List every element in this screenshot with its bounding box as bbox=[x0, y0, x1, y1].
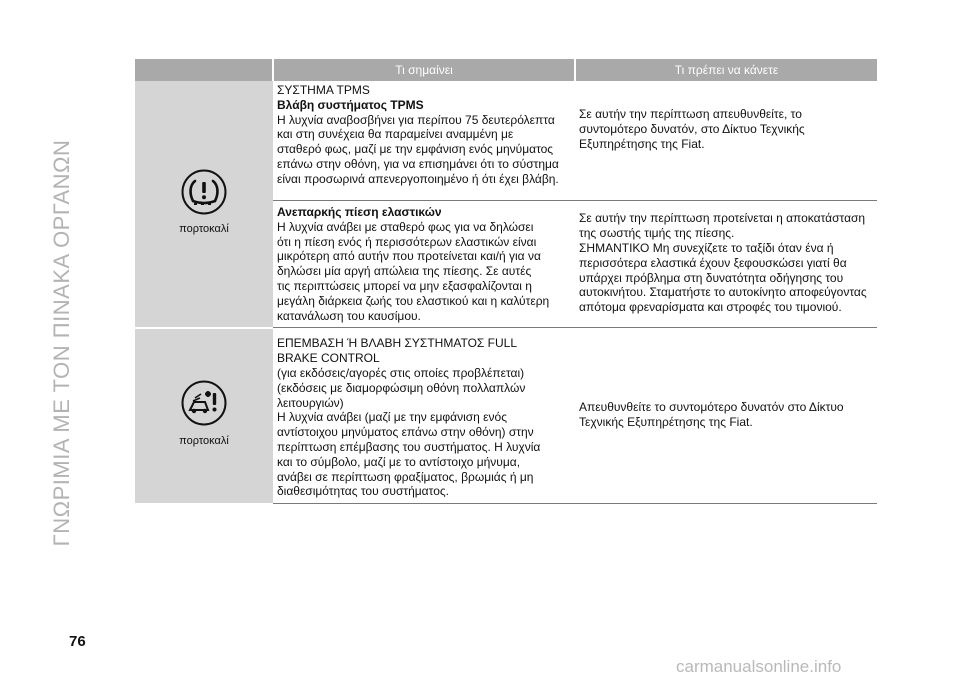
desc-line: τις περιπτώσεις μπορεί να μην εξασφαλίζονται η bbox=[277, 278, 532, 293]
desc-line: είναι προσωρινά απενεργοποιημένο ή ότι έχει βλάβη. bbox=[277, 171, 559, 186]
action-cell bbox=[575, 81, 877, 201]
action-line: ΣΗΜΑΝΤΙΚΟ Μη συνεχίζετε το ταξίδι όταν ένα ή bbox=[579, 240, 834, 255]
tpms-warning-icon bbox=[181, 169, 227, 215]
header-action: Τι πρέπει να κάνετε bbox=[575, 59, 877, 81]
desc-line: κατανάλωση του καυσίμου. bbox=[277, 308, 421, 323]
meaning-cell bbox=[273, 201, 575, 328]
desc-line: ΕΠΕΜΒΑΣΗ Ή ΒΛΑΒΗ ΣΥΣΤΗΜΑΤΟΣ FULL bbox=[277, 336, 517, 351]
action-line: απότομα φρεναρίσματα και στροφές του τιμονιού. bbox=[579, 300, 842, 315]
action-line: περισσότερα ελαστικά έχουν ξεφουσκώσει γιατί θα bbox=[579, 255, 847, 270]
icon-cell-brake-control bbox=[135, 328, 273, 504]
table-header-row bbox=[135, 59, 877, 81]
desc-line: (για εκδόσεις/αγορές στις οποίες προβλέπεται) bbox=[277, 365, 525, 380]
action-cell bbox=[575, 328, 877, 504]
desc-line: επάνω στην οθόνη, για να επισημάνει ότι το σύστημα bbox=[277, 156, 559, 171]
action-line: της σωστής τιμής της πίεσης. bbox=[579, 226, 735, 241]
desc-line: BRAKE CONTROL bbox=[277, 351, 380, 366]
meaning-cell bbox=[273, 328, 575, 504]
desc-line: Η λυχνία ανάβει με σταθερό φως για να δηλώσει bbox=[277, 219, 534, 234]
desc-heading: Βλάβη συστήματος TPMS bbox=[277, 97, 424, 112]
action-line: Απευθυνθείτε το συντομότερο δυνατόν στο Δίκτυο bbox=[579, 399, 844, 414]
desc-line: και το σύμβολο, μαζί με το αντίστοιχο μήνυμα, bbox=[277, 454, 521, 469]
desc-line: περίπτωση επέμβασης του συστήματος. Η λυχνία bbox=[277, 439, 541, 454]
desc-line: ανάβει σε περίπτωση φραξίματος, βρωμιάς ή μη bbox=[277, 469, 534, 484]
brake-control-warning-icon bbox=[181, 380, 227, 426]
desc-line: και στη συνέχεια θα παραμείνει αναμμένη με bbox=[277, 127, 514, 142]
action-line: υπάρχει πρόβλημα στη δυνατότητα οδήγησης του bbox=[579, 270, 844, 285]
desc-line: ΣΥΣΤΗΜΑ TPMS bbox=[277, 83, 370, 97]
section-title-vertical: ΓΝΩΡΙΜΙΑ ΜΕ ΤΟΝ ΠΙΝΑΚΑ ΟΡΓΑΝΩΝ bbox=[49, 139, 74, 547]
header-meaning: Τι σημαίνει bbox=[273, 59, 575, 81]
action-cell bbox=[575, 201, 877, 328]
footer-watermark: carmanualsonline.info bbox=[676, 657, 842, 676]
desc-line: δηλώσει μία αργή απώλεια της πίεσης. Σε αυτές bbox=[277, 264, 532, 279]
action-line: αυτοκινήτου. Σταματήστε το αυτοκίνητο αποφεύγοντας bbox=[579, 285, 867, 300]
warning-lights-table bbox=[135, 59, 877, 505]
action-line: Σε αυτήν την περίπτωση απευθυνθείτε, το bbox=[579, 107, 802, 121]
desc-line: λειτουργιών) bbox=[277, 395, 344, 410]
desc-line: (εκδόσεις με διαμορφώσιμη οθόνη πολλαπλών bbox=[277, 380, 526, 395]
action-line: Εξυπηρέτησης της Fiat. bbox=[579, 136, 705, 151]
action-line: Τεχνικής Εξυπηρέτησης της Fiat. bbox=[579, 414, 753, 429]
desc-line: Η λυχνία αναβοσβήνει για περίπου 75 δευτερόλεπτα bbox=[277, 112, 555, 127]
table-row bbox=[135, 328, 877, 504]
desc-line: Η λυχνία ανάβει (μαζί με την εμφάνιση ενός bbox=[277, 410, 507, 425]
desc-line: αντίστοιχου μηνύματος επάνω στην οθόνη) στην bbox=[277, 425, 534, 440]
desc-heading: Ανεπαρκής πίεση ελαστικών bbox=[277, 205, 442, 219]
desc-line: διαθεσιμότητας του συστήματος. bbox=[277, 484, 449, 499]
desc-line: μικρότερη από αυτήν που προτείνεται και/ή για να bbox=[277, 249, 541, 264]
page-number: 76 bbox=[69, 633, 86, 650]
meaning-cell bbox=[273, 81, 575, 201]
desc-line: σταθερό φως, μαζί με την εμφάνιση ενός μηνύματος bbox=[277, 142, 554, 157]
header-spacer bbox=[135, 59, 273, 81]
action-line: Σε αυτήν την περίπτωση προτείνεται η αποκατάσταση bbox=[579, 211, 866, 226]
desc-line: μεγάλη διάρκεια ζωής του ελαστικού και η καλύτερη bbox=[277, 293, 550, 308]
desc-line: ότι η πίεση ενός ή περισσότερων ελαστικών είναι bbox=[277, 234, 537, 249]
icon-color-label: πορτοκαλί bbox=[179, 435, 229, 448]
action-line: συντομότερο δυνατόν, στο Δίκτυο Τεχνικής bbox=[579, 121, 805, 136]
icon-color-label: πορτοκαλί bbox=[179, 223, 229, 236]
table-row bbox=[135, 81, 877, 201]
icon-cell-tpms bbox=[135, 81, 273, 328]
